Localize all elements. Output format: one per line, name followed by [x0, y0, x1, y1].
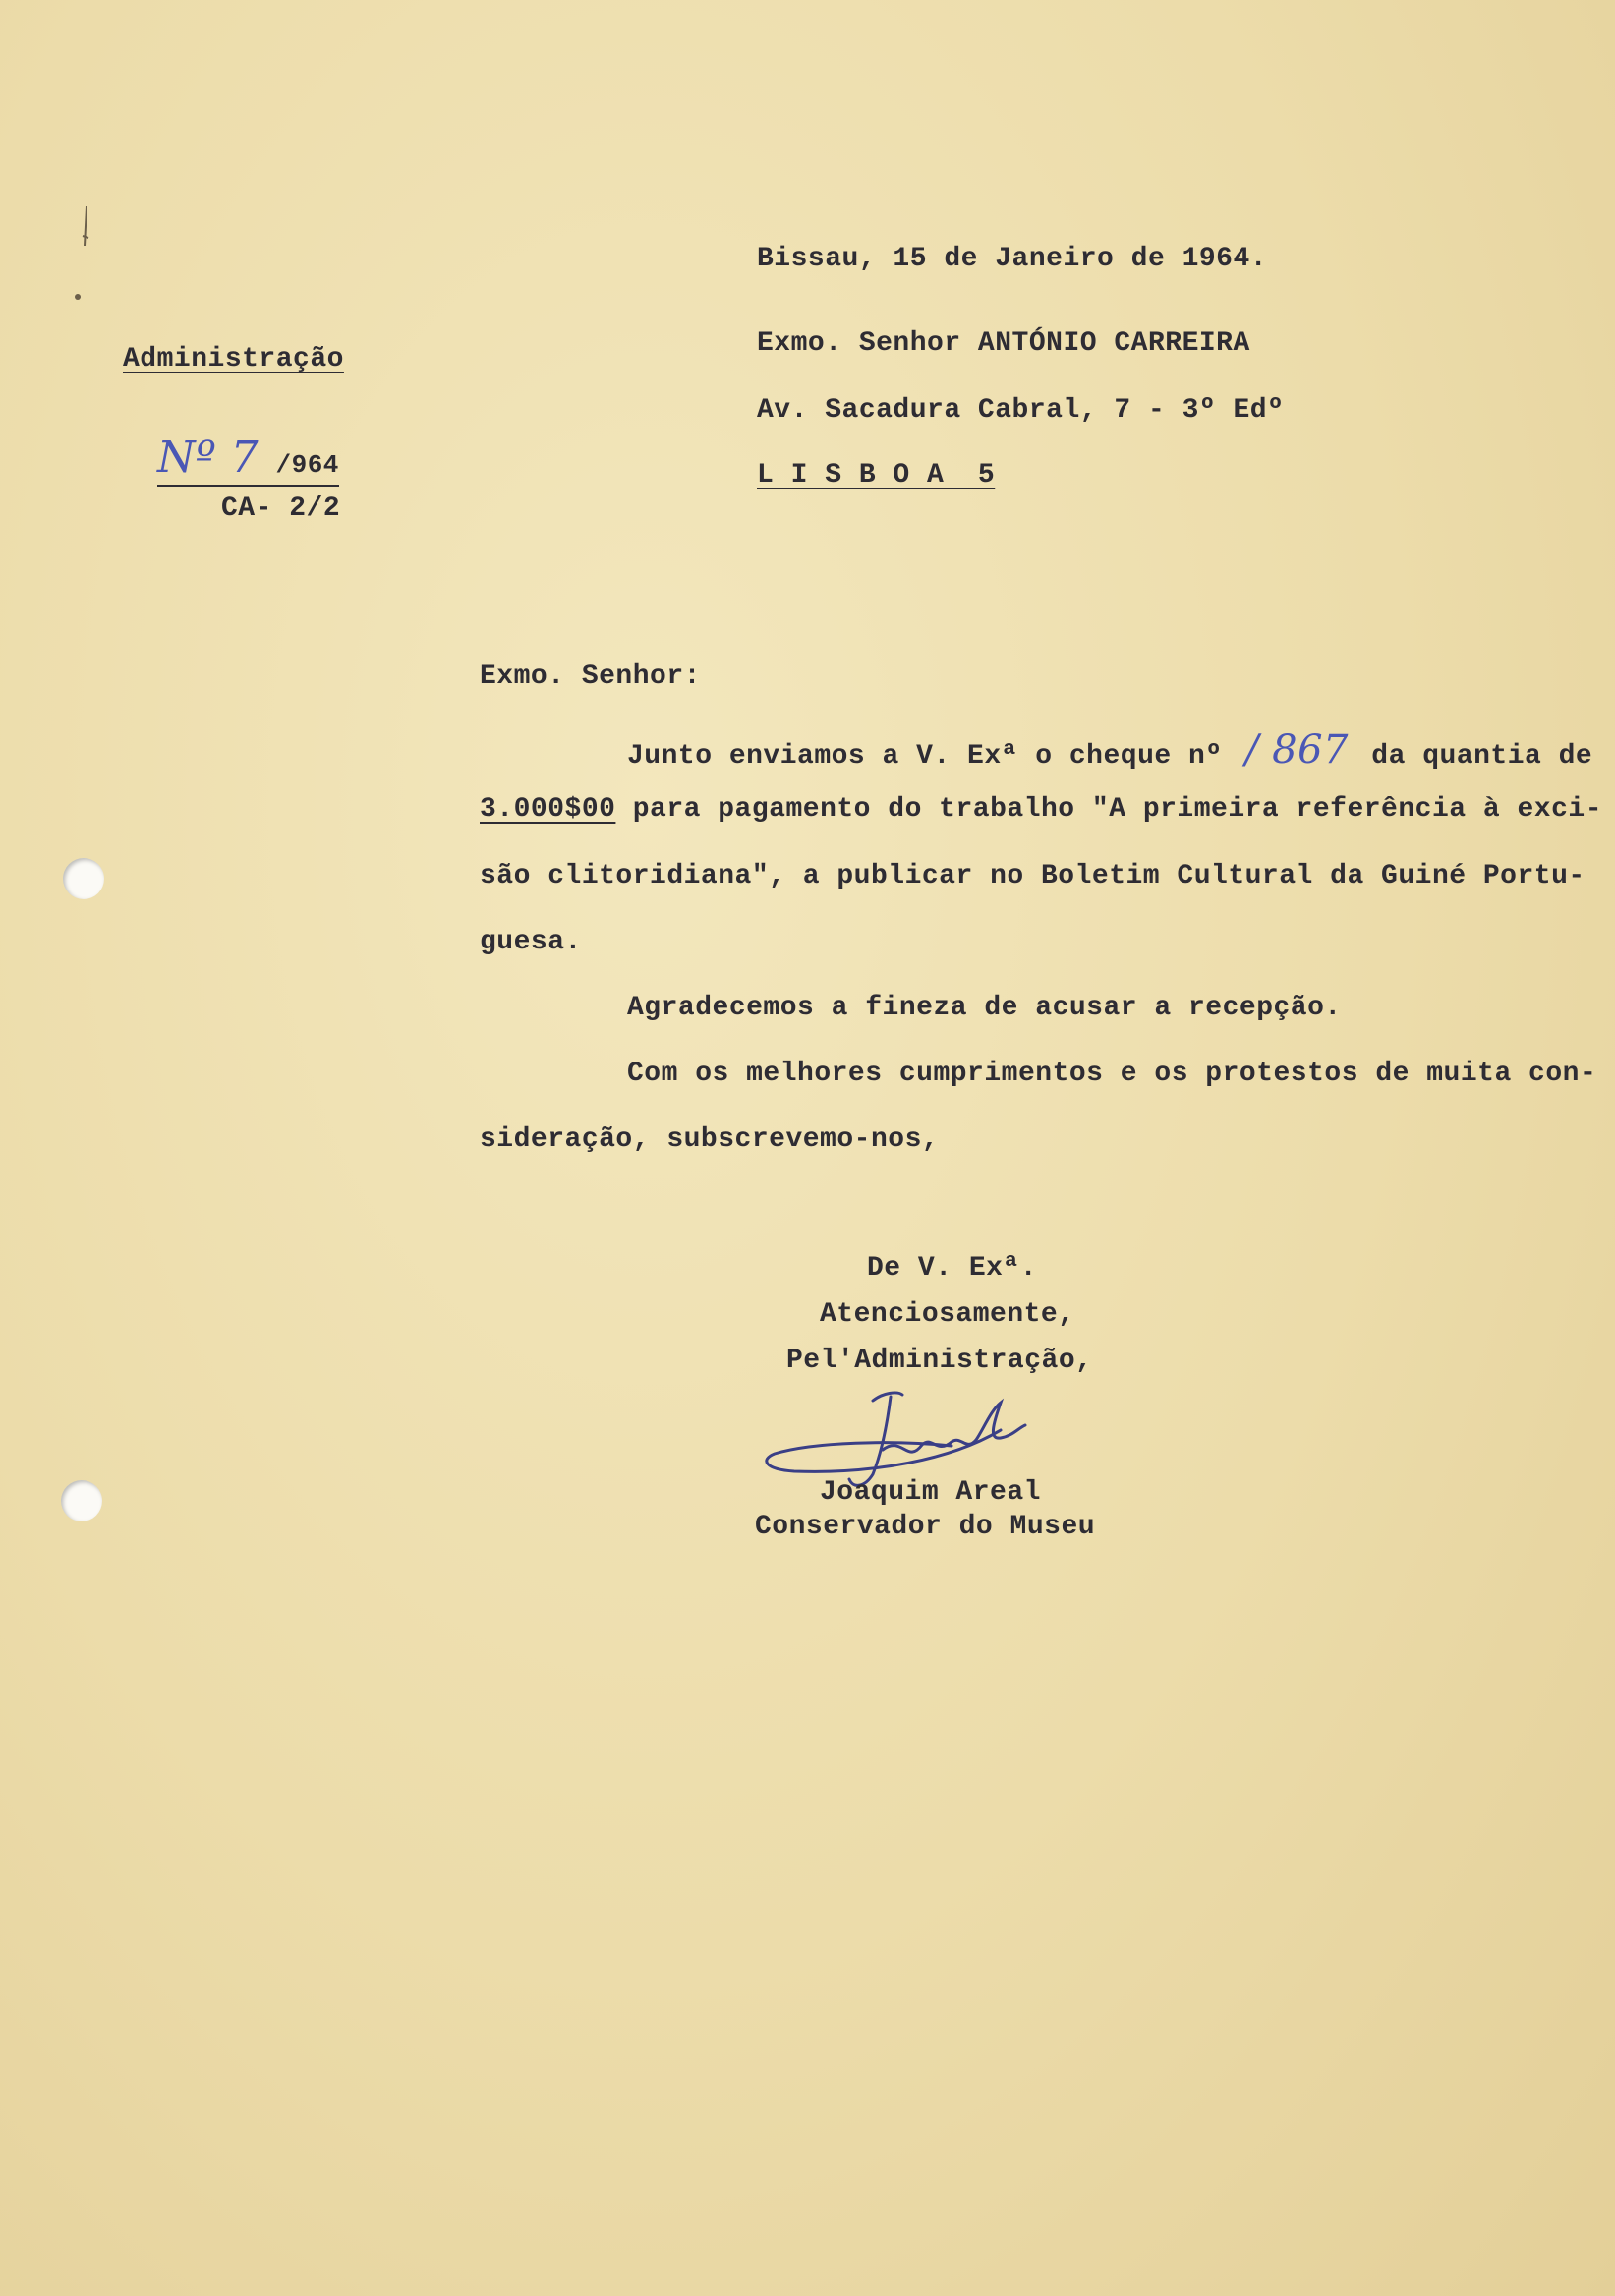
recipient-name: Exmo. Senhor ANTÓNIO CARREIRA	[757, 328, 1250, 359]
reference-number	[157, 432, 339, 487]
p1-prefix: Junto enviamos a V. Exª o cheque nº	[627, 741, 1223, 772]
punch-hole-bottom	[61, 1480, 102, 1521]
signer-title: Conservador do Museu	[755, 1512, 1096, 1542]
closing-line-1: De V. Exª.	[867, 1253, 1038, 1284]
date-line: Bissau, 15 de Janeiro de 1964.	[757, 244, 1268, 274]
recipient-city: L I S B O A 5	[757, 460, 996, 490]
closing-line-2: Atenciosamente,	[820, 1299, 1075, 1330]
amount: 3.000$00	[480, 794, 616, 825]
paragraph-1-line-3: são clitoridiana", a publicar no Boletim Cultural da Guiné Portu-	[480, 861, 1586, 891]
recipient-address: Av. Sacadura Cabral, 7 - 3º Edº	[757, 395, 1285, 426]
paragraph-3-line-1: Com os melhores cumprimentos e os protestos de muita con-	[627, 1059, 1597, 1089]
salutation: Exmo. Senhor:	[480, 661, 701, 692]
paragraph-2: Agradecemos a fineza de acusar a recepção.	[627, 993, 1342, 1023]
reference-year: /964	[275, 450, 339, 480]
department-heading: Administração	[123, 344, 344, 374]
closing-line-3: Pel'Administração,	[786, 1346, 1093, 1376]
p1-suffix: da quantia de	[1371, 741, 1593, 772]
p1-line-2-rest: para pagamento do trabalho "A primeira referência à exci-	[632, 794, 1602, 825]
paragraph-3-line-2: sideração, subscrevemo-nos,	[480, 1124, 940, 1155]
reference-number-handwritten: Nº 7	[157, 432, 260, 483]
margin-pencil-marks	[69, 167, 98, 315]
signer-name: Joaquim Areal	[820, 1477, 1041, 1508]
reference-code: CA- 2/2	[221, 493, 341, 524]
paragraph-1-line-1	[627, 727, 1592, 773]
paragraph-1-line-4: guesa.	[480, 927, 582, 957]
cheque-number-handwritten: / 867	[1244, 727, 1349, 773]
paragraph-1-line-2	[480, 794, 1602, 825]
punch-hole-top	[63, 858, 104, 899]
